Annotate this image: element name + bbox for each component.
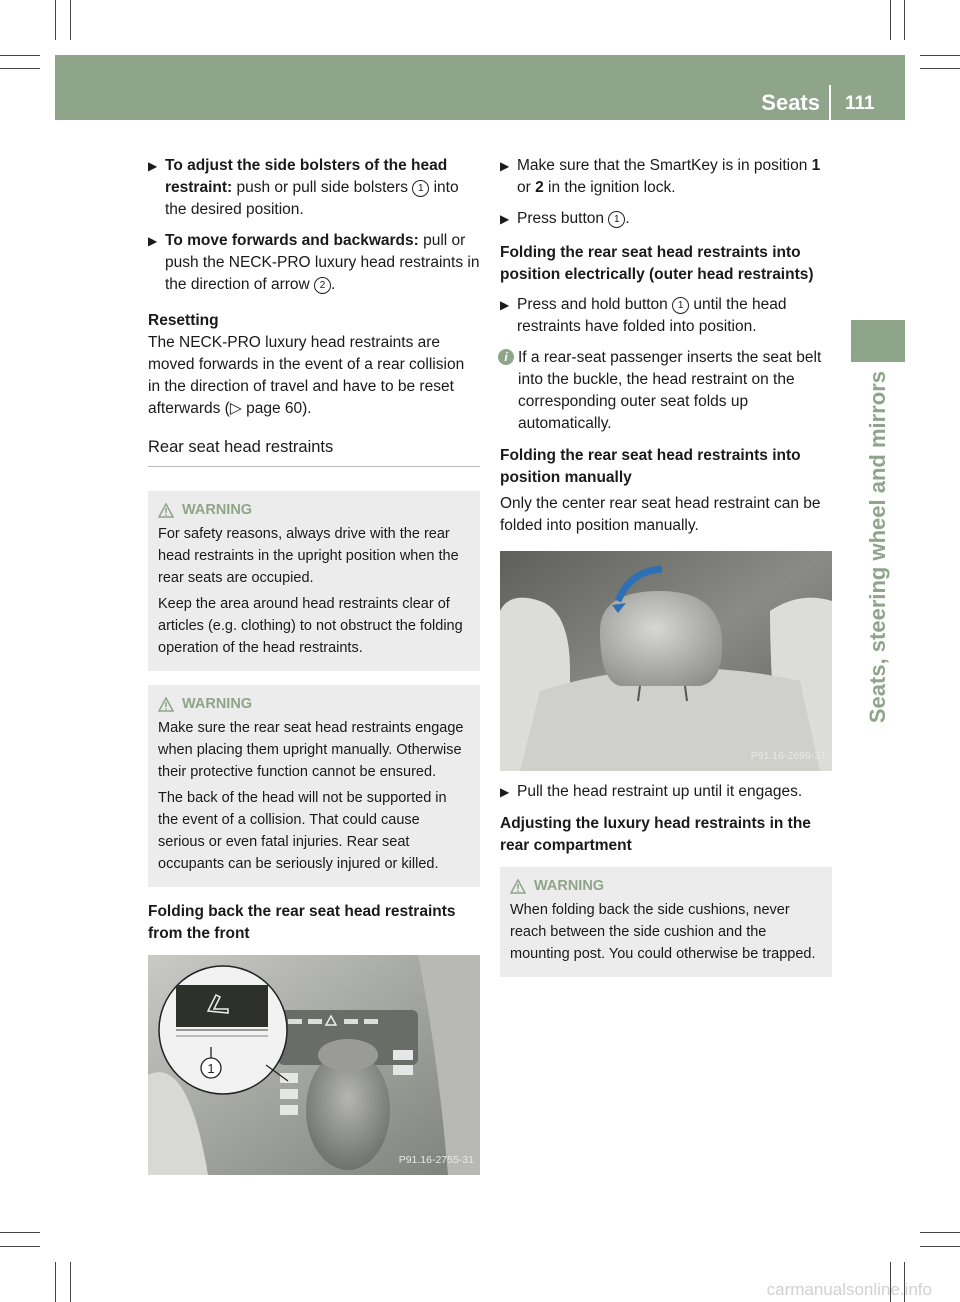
instruction-step: ▶ Pull the head restraint up until it engages. [500,781,832,803]
warning-text: For safety reasons, always drive with the rear head restraints in the upright position when the rear seats are occupied. [158,526,459,586]
instruction-step: ▶ To adjust the side bolsters of the head restraint: push or pull side bolsters 1 into the desired position. [148,157,459,218]
center-console-illustration [148,955,480,1175]
resetting-paragraph: The NECK-PRO luxury head restraints are moved forwards in the event of a rear collision in the direction of travel and have to be reset afterwards (▷ page 60). [148,334,465,417]
right-column [500,155,832,991]
side-tab-label: Seats, steering wheel and mirrors [865,371,890,724]
warning-text: Make sure the rear seat head restraints engage when placing them upright manually. Otherwise their protective function cannot be ensured. [158,720,464,780]
warning-triangle-icon [158,503,174,518]
crop-mark [920,55,960,56]
left-column [148,155,480,1175]
warning-title: WARNING [182,696,253,712]
step-arrow-icon: ▶ [500,298,510,312]
figure-callout-label: 1 [207,1061,215,1076]
crop-mark [0,1246,40,1247]
manual-paragraph: Only the center rear seat head restraint can be folded into position manually. [500,495,821,534]
crop-mark [920,1246,960,1247]
crop-mark [904,0,905,40]
figure-code: P91.16-2755-31 [398,1154,474,1166]
subheading-folding-front: Folding back the rear seat head restraints from the front [148,903,456,942]
page-ref-arrow-icon: ▷ [229,400,247,417]
warning-title: WARNING [182,502,253,518]
step-arrow-icon: ▶ [148,159,158,173]
figure-code: P91.16-2699-31 [750,750,826,762]
warning-triangle-icon [510,879,526,894]
instruction-step: ▶ Make sure that the SmartKey is in position 1 or 2 in the ignition lock. [500,157,821,196]
crop-mark [920,68,960,69]
crop-mark [70,1262,71,1302]
subheading-electric: Folding the rear seat head restraints into position electrically (outer head restraints) [500,244,814,283]
callout-number: 2 [314,277,331,294]
info-note: i If a rear-seat passenger inserts the seat belt into the buckle, the head restraint on the corresponding outer seat folds up automatically. [500,347,832,435]
crop-mark [55,1262,56,1302]
subheading-resetting: Resetting [148,312,219,329]
section-heading: Rear seat head restraints [148,436,480,467]
page-number: 111 [845,93,875,114]
page-reference-link[interactable]: page 60 [246,400,303,417]
warning-text: Keep the area around head restraints clear of articles (e.g. clothing) to not obstruct the folding operation of the head restraints. [158,596,463,656]
figure-rear-head-restraint [500,551,832,771]
footer-watermark: carmanualsonline.info [766,1280,932,1299]
instruction-step: ▶ To move forwards and backwards: pull or push the NECK-PRO luxury head restraints in the direction of arrow 2 . [148,232,480,293]
subheading-luxury: Adjusting the luxury head restraints in the rear compartment [500,815,811,854]
callout-number: 1 [608,211,625,228]
crop-mark [55,0,56,40]
callout-number: 1 [672,297,689,314]
warning-box [148,491,480,671]
crop-mark [890,0,891,40]
step-arrow-icon: ▶ [500,212,510,226]
warning-triangle-icon [158,697,174,712]
subheading-manual: Folding the rear seat head restraints into position manually [500,447,801,486]
warning-title: WARNING [534,878,605,894]
crop-mark [0,1232,40,1233]
warning-box [148,685,480,887]
crop-mark [920,1232,960,1233]
instruction-step: ▶ Press button 1 . [500,208,832,230]
crop-mark [70,0,71,40]
callout-number: 1 [412,180,429,197]
header-separator [829,85,831,120]
side-tab-marker [851,320,905,362]
crop-mark [0,55,40,56]
chapter-title: Seats [761,90,820,115]
info-icon: i [498,349,514,365]
warning-text: When folding back the side cushions, never reach between the side cushion and the mounting post. You could otherwise be trapped. [510,902,816,962]
figure-center-console [148,955,480,1175]
rear-head-restraint-illustration [500,551,832,771]
step-arrow-icon: ▶ [148,234,158,248]
step-arrow-icon: ▶ [500,785,510,799]
step-arrow-icon: ▶ [500,159,510,173]
warning-box [500,867,832,977]
crop-mark [0,68,40,69]
instruction-step: ▶ Press and hold button 1 until the head restraints have folded into position. [500,296,787,335]
warning-text: The back of the head will not be supported in the event of a collision. That could cause serious or even fatal injuries. Rear seat occupants can be seriously injured or killed. [158,790,447,872]
